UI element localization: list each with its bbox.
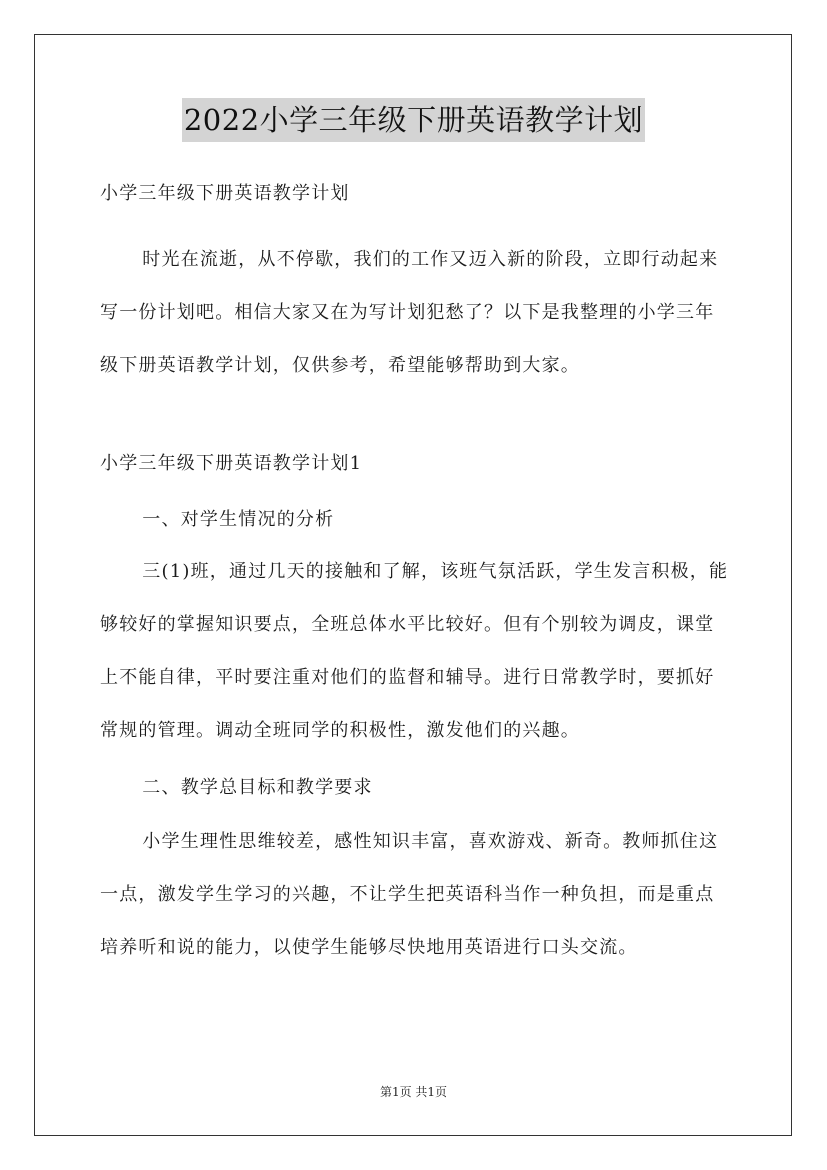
paragraph-student-analysis: 三(1)班，通过几天的接触和了解，该班气氛活跃，学生发言积极，能够较好的掌握知识要点，全班总体水平比较好。但有个别较为调皮，课堂上不能自律，平时要注重对他们的监督和辅导。进行日常教学时，要抓好常规的管理。调动全班同学的积极性，激发他们的兴趣。: [100, 561, 729, 741]
page-number: 第1页 共1页: [379, 1085, 448, 1099]
intro-paragraph: 时光在流逝，从不停歇，我们的工作又迈入新的阶段，立即行动起来写一份计划吧。相信大家又在为写计划犯愁了？以下是我整理的小学三年级下册英语教学计划，仅供参考，希望能够帮助到大家。: [100, 249, 719, 376]
document-subtitle: 小学三年级下册英语教学计划: [100, 183, 350, 204]
heading-student-analysis: 一、对学生情况的分析: [142, 509, 335, 530]
page-footer: [0, 1083, 827, 1101]
section-title: 小学三年级下册英语教学计划1: [100, 453, 363, 474]
document-title: 2022小学三年级下册英语教学计划: [182, 98, 645, 142]
heading-teaching-goals: 二、教学总目标和教学要求: [142, 777, 373, 798]
paragraph-teaching-goals: 小学生理性思维较差，感性知识丰富，喜欢游戏、新奇。教师抓住这一点，激发学生学习的兴趣，不让学生把英语科当作一种负担，而是重点培养听和说的能力，以使学生能够尽快地用英语进行口头交流。: [100, 831, 719, 958]
title-container: [0, 98, 827, 142]
